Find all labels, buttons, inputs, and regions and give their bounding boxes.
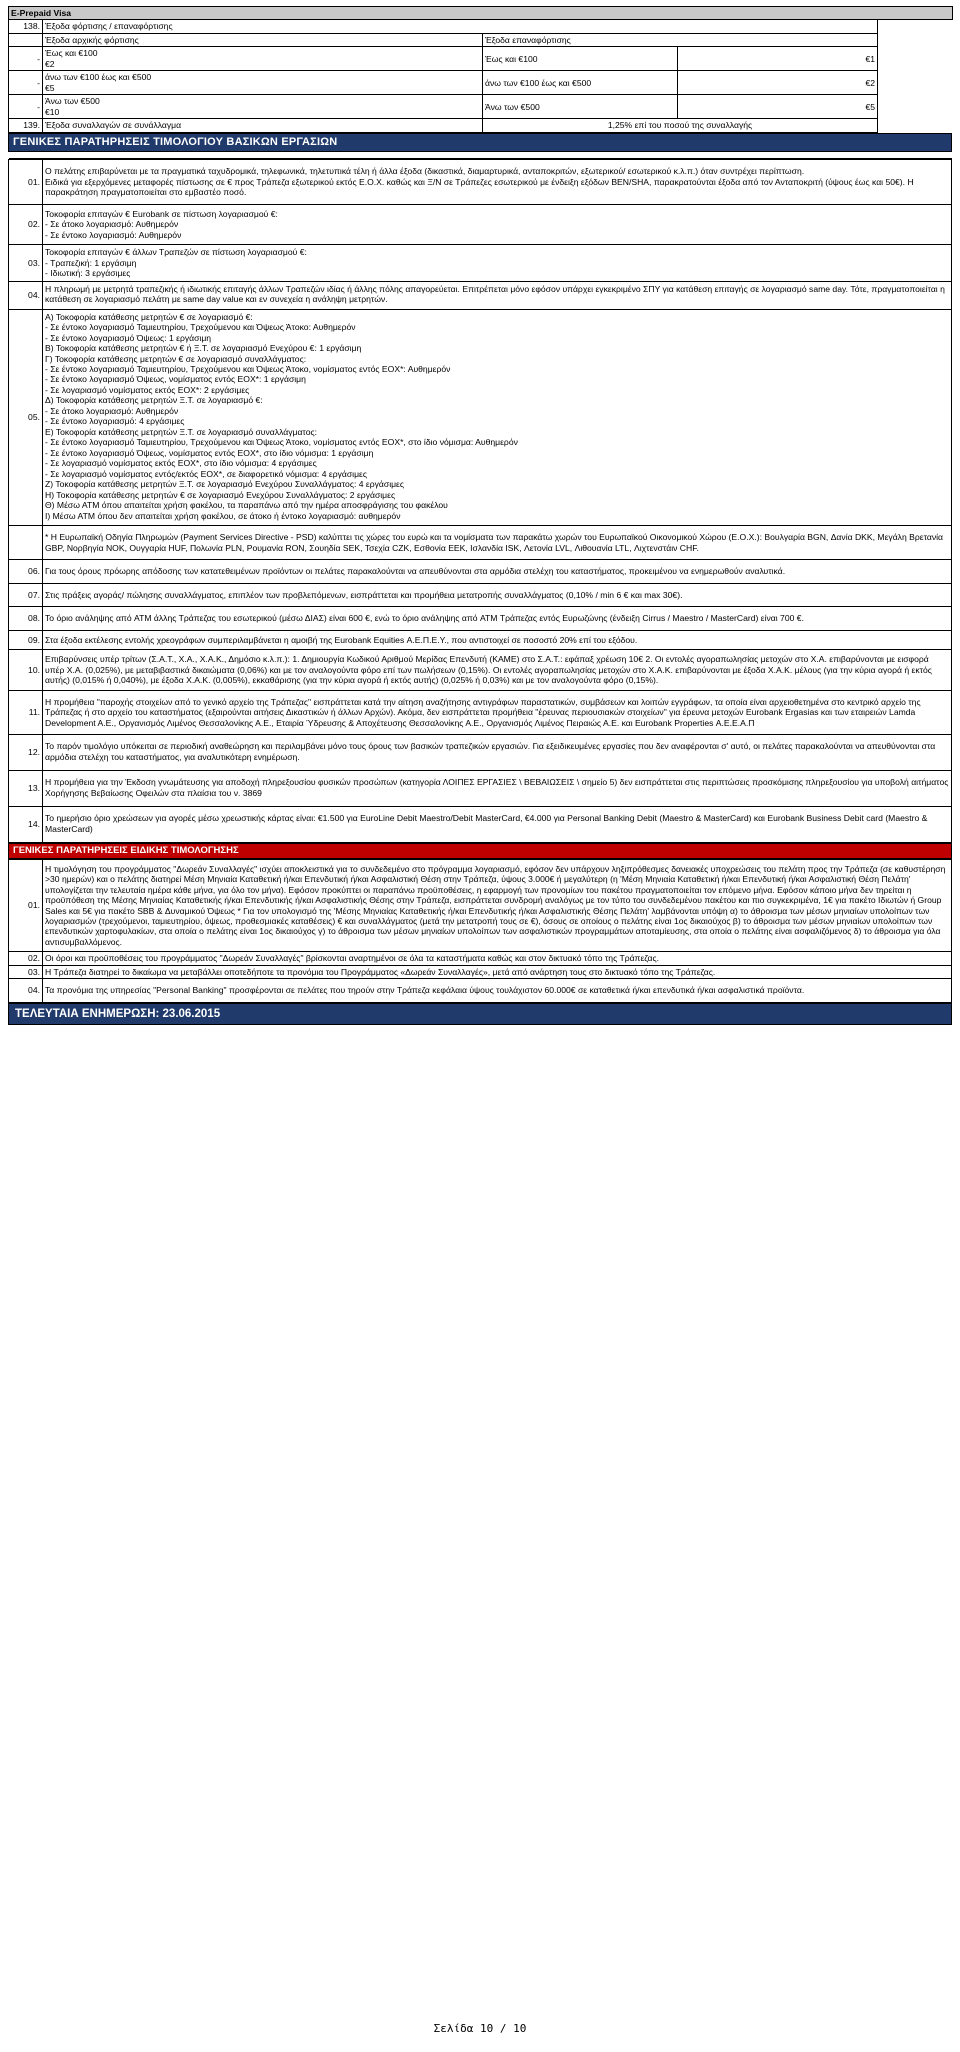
tier-reload: Άνω των €500 — [483, 95, 678, 119]
remark-line: Η προμήθεια "παροχής στοιχείων από το γενικό αρχείο της Τράπεζας" εισπράττεται κατά την αίτηση αναζήτησης αντιγράφων παραστατικών, συμβάσεων και λοιπών εγγράφων, τα οποία είναι αρχειοθετημένα στο κεντρικό αρχείο της Τράπεζας ή στο αρχείο του καταστήματος (εξαιρούνται αιτήσεις Δικαστικών ή άλλων Αρχών). Ακόμα, δεν εισπράττεται προμήθεια "έρευνας περιουσιακών στοιχείων" για έρευνα μετοχών Eurobank Ergasias και των εταιρειών Lamda Development A.E., Οργανισμός Λιμένος Θεσσαλονίκης Α.Ε., Εταιρία Ύδρευσης & Αποχέτευσης Θεσσαλονίκης Α.Ε., Οργανισμός Λιμένος Πειραιώς Α.Ε. και Eurobank Properties Α.Ε.Ε.Α.Π — [45, 696, 923, 728]
remark-line: * Η Ευρωπαϊκή Οδηγία Πληρωμών (Payment Services Directive - PSD) καλύπτει τις χώρες του ευρώ και τα νομίσματα των παρακάτω χωρών του Ευρωπαϊκού Οικονομικού Χώρου (Ε.Ο.Χ.): Βουλγαρία BGN, Δανία DKK, Μεγάλη Βρετανία GBP, Νορβηγία NOK, Ουγγαρία HUF, Πολωνία PLN, Ρουμανία RON, Σουηδία SEK, Τσεχία CZK, Εσθονία EEK, Ισλανδία ISK, Λετονία LVL, Λιθουανία LTL, Λιχτενστάιν CHF. — [45, 532, 946, 553]
tier-initial: Άνω των €500 €10 — [43, 95, 483, 119]
remark-line: Η πληρωμή με μετρητά τραπεζικής ή ιδιωτικής επιταγής άλλων Τραπεζών ιδίας ή άλλης πόλης απαγορεύεται. Επιτρέπεται μόνο εφόσον υπάρχει εγκεκριμένο ΣΠΥ για κατάθεση επιταγής σε λογαριασμό same day. Τότε, πραγματοποιείται η κατάθεση σε λογαριασμό πελάτη με same day value και εν συνεχεία η ανάληψη μετρητών. — [45, 283, 948, 305]
remark-number: 01. — [9, 859, 43, 952]
remark-line: Οι όροι και προϋποθέσεις του προγράμματος "Δωρεάν Συναλλαγές" βρίσκονται αναρτημένοι σε όλα τα καταστήματα καθώς και στον δικτυακό τόπο της Τράπεζας. — [45, 953, 660, 964]
remark-number: 02. — [9, 952, 43, 965]
last-update: ΤΕΛΕΥΤΑΙΑ ΕΝΗΜΕΡΩΣΗ: 23.06.2015 — [9, 1003, 952, 1024]
remark-line: Το παρόν τιμολόγιο υπόκειται σε περιοδική αναθεώρηση και περιλαμβάνει μόνο τους όρους των βασικών τραπεζικών εργασιών. Για εξειδικευμένες εργασίες που δεν αναφέρονται σ' αυτό, οι πελάτες παρακαλούνται να απευθύνονται στα αρμόδια στελέχη του καταστήματος, για αναλυτικότερη ενημέρωση. — [45, 741, 938, 762]
tier-initial: Έως και €100 €2 — [43, 47, 483, 71]
remark-line: - Σε έντοκο λογαριασμό Όψεως: 1 εργάσιμη — [45, 332, 212, 343]
remark-line: Θ) Μέσω ΑΤΜ όπου απαιτείται χρήση φακέλου, τα παραπάνω από την ημέρα αποσφράγισης του φακέλου — [45, 500, 448, 511]
tier-reload: άνω των €100 έως και €500 — [483, 71, 678, 95]
tier-reload-fee: €2 — [678, 71, 878, 95]
remark-row — [9, 690, 952, 734]
remark-line: Η Τράπεζα διατηρεί το δικαίωμα να μεταβάλλει οποτεδήποτε τα προνόμια του Προγράμματος «Δωρεάν Συναλλαγές», μετά από ανάρτηση τους στο δικτυακό τόπο της Τράπεζας. — [45, 966, 716, 977]
remark-line: Το ημερήσιο όριο χρεώσεων για αγορές μέσω χρεωστικής κάρτας είναι: €1.500 για EuroLine Debit Maestro/Debit MasterCard, €4.000 για Personal Banking Debit (Maestro & MasterCard) και Eurobank Business Debit card (Maestro & MasterCard) — [45, 813, 930, 834]
remark-line: Για τους όρους πρόωρης απόδοσης των κατατεθειμένων προϊόντων οι πελάτες παρακαλούνται να απευθύνονται στα αρμόδια στελέχη του καταστήματος, προκειμένου να ενημερωθούν αναλυτικά. — [45, 566, 786, 577]
remark-text — [43, 245, 952, 281]
remark-line: Ι) Μέσω ΑΤΜ όπου δεν απαιτείται χρήση φακέλου, σε άτοκο ή έντοκο λογαριασμό: αυθημερόν — [45, 510, 401, 521]
remark-line: - Σε έντοκο λογαριασμό Ταμιευτηρίου, Τρεχούμενου και Όψεως Άτοκο, νομίσματος εντός ΕΟΧ*: Αυθημερόν — [45, 364, 451, 374]
page-number: Σελίδα 10 / 10 — [433, 2022, 527, 2035]
col-head-initial: Έξοδα αρχικής φόρτισης — [43, 33, 483, 46]
remark-number: 06. — [9, 560, 43, 583]
remark-text — [43, 607, 952, 630]
remark-text — [43, 859, 952, 952]
section-header: E-Prepaid Visa — [9, 7, 953, 20]
last-update-table — [8, 1003, 952, 1025]
remark-number: 08. — [9, 607, 43, 630]
remark-row — [9, 204, 952, 244]
remark-line: - Σε έντοκο λογαριασμό: Αυθημερόν — [45, 229, 182, 240]
remark-text — [43, 952, 952, 965]
remark-line: Στις πράξεις αγοράς/ πώλησης συναλλάγματος, επιπλέον των προβλεπόμενων, εισπράττεται και προμήθεια μετατροπής συναλλάγματος (0,10% / min 6 € και max 30€). — [45, 589, 683, 600]
remark-row — [9, 281, 952, 309]
remark-line: - Τραπεζική: 1 εργάσιμη — [45, 257, 137, 268]
fee-table: E-Prepaid Visa 138. Έξοδα φόρτισης / επαναφόρτισης Έξοδα αρχικής φόρτισης Έξοδα επαναφόρτισης - Έως και €100 €2 Έως και €100 €1 - άνω των €100 έως και €500 €5 άνω των €100 έως και €500 €2 - Άνω των €500 €10 Άνω των €500 €5 139. Έξοδα συναλλαγών σε συνάλλαγμα 1,25% επί του ποσού της συναλλαγής — [8, 6, 953, 133]
remark-row — [9, 735, 952, 771]
remark-line: Η τιμολόγηση του προγράμματος "Δωρεάν Συναλλαγές" ισχύει αποκλειστικά για το συνδεδεμένο στο πρόγραμμα λογαριασμό, εφόσον δεν υπάρχουν ληξιπρόθεσμες δανειακές υποχρεώσεις του πελάτη προς την Τράπεζα (σε καθυστέρηση >30 ημερών) και ο πελάτης διατηρεί Μέση Μηνιαία Καταθετική ή/και Επενδυτική ή/και Ασφαλιστική Θέση στην Τράπεζα, ύψους 3.000€ ή μεγαλύτερη (η 'Μέση Μηνιαία Καταθετική ή/και Επενδυτική ή/και Ασφαλιστική Θέση Πελάτη' υπολογίζεται την τελευταία ημέρα κάθε μήνα, για όλο τον μήνα). Εφόσον προκύπτει οι παραπάνω προϋποθέσεις, η εφαρμογή των προνομίων του πακέτου πραγματοποιείται τον επόμενο μήνα. Εφόσον κάποιο μήνα δεν τηρείται η προϋπόθεση της Μέσης Μηνιαίας Καταθετικής ή/και Επενδυτικής ή/και Ασφαλιστικής Θέσης στην Τράπεζα, εισπράττεται συνδρομή αναλόγως με τον τύπο του συνδεδεμένου πακέτου και πιο συγκεκριμένα, 1€ για πακέτο Ιδιωτών ή Group Sales και 5€ για πακέτο SBB & Δυναμικού Όψεως * Για τον υπολογισμό της 'Μέσης Μηνιαίας Καταθετικής ή/και Επενδυτικής ή/και Ασφαλιστικής Θέσης Πελάτη' λαμβάνονται υπόψη α) το άθροισμα των μέσων μηνιαίων υπολοίπων των λογαριασμών (τρεχούμενοι, ταμιευτηρίου, όψεως, προθεσμιακές καταθέσεις) € και συναλλάγματος (μετά την μετατροπή τους σε €), όσους σε οποίους ο πελάτης είναι 1ος δικαιούχος β) το άθροισμα των μέσων μηνιαίων υπολοίπων των επενδυτικών χαρτοφυλακίων, στα οποία ο πελάτης είναι 1ος δικαιούχος γ) το άθροισμα των μέσων μηνιαίων υπολοίπων των ασφαλιστικών προγραμμάτων αποταμίευσης, στα οποία ο πελάτης είναι ασφαλιζόμενος δ) το άθροισμα για όλα αντισυμβαλλόμενος. — [45, 863, 948, 947]
remark-line: - Σε άτοκο λογαριασμό: Αυθημερόν — [45, 405, 179, 416]
remark-line: - Σε έντοκο λογαριασμό Όψεως, νομίσματος εντός ΕΟΧ*: 1 εργάσιμη — [45, 374, 306, 385]
document-sheet — [8, 6, 952, 1025]
remark-line: Στα έξοδα εκτέλεσης εντολής χρεογράφων συμπεριλαμβάνεται η αμοιβή της Eurobank Equities Α.Ε.Π.Ε.Υ., που αντιστοιχεί σε ποσοστό 20% επί του εξόδου. — [45, 634, 638, 645]
remark-line: Επιβαρύνσεις υπέρ τρίτων (Σ.Α.Τ., Χ.Α., Χ.Α.Κ., Δημόσιο κ.λ.π.): 1. Δημιουργία Κωδικού Αριθμού Μερίδας Επενδυτή (ΚΑΜΕ) στο Σ.Α.Τ.: εφάπαξ χρέωση 10€ 2. Οι εντολές αγοραπωλησίας μετοχών στο Χ.Α. επιβαρύνονται με εισφορά υπέρ Χ.Α. (0,025%), με μεταβιβαστικά δικαιώματα (0,06%) και με τον αναλογούντα φόρο επί των πωλήσεων (0,15%). Οι εντολές αγοραπωλησίας μετοχών στο Χ.Α.Κ. επιβαρύνονται με έξοδα Χ.Α.Κ. μέλους (για την κύρια αγορά ή εκτός αυτής) (0,015% ή 0,040%), με έξοδα Χ.Α.Κ. (0,005%), εκκαθάρισης (για την κύρια αγορά ή εκτός αυτής) (0,025% ή 0,03%) και με τον αναλογούντα φόρο (0,15%). — [45, 654, 935, 686]
remark-line: - Σε λογαριασμό νομίσματος εκτός ΕΟΧ*: 2 εργάσιμες — [45, 384, 250, 395]
remark-text — [43, 630, 952, 649]
tier-reload-fee: €1 — [678, 47, 878, 71]
remark-row — [9, 807, 952, 843]
remark-number: 03. — [9, 965, 43, 978]
remark-line: Ειδικά για εξερχόμενες μεταφορές πίστωσης σε € προς Τράπεζα εξωτερικού εκτός Ε.Ο.Χ. καθώς και Ξ/Ν σε Τράπεζες εσωτερικού με ένδειξη εξόδων BEN/SHA, παρακρατούνται έξοδα από τον Ανταποκριτή (ύψους έως και 50€). Η παρακράτηση πραγματοποιείται στο εμβαστέο ποσό. — [45, 176, 917, 198]
special-remarks-table — [8, 843, 952, 859]
remark-number: 03. — [9, 245, 43, 281]
tier-initial: άνω των €100 έως και €500 €5 — [43, 71, 483, 95]
fx-fee: 1,25% επί του ποσού της συναλλαγής — [483, 119, 878, 132]
remark-line: - Σε έντοκο λογαριασμό Όψεως, νομίσματος εντός ΕΟΧ*, στο ίδιο νόμισμα: 1 εργάσιμη — [45, 447, 374, 458]
remark-line: - Σε άτοκο λογαριασμό: Αυθημερόν — [45, 219, 179, 230]
remark-row — [9, 526, 952, 560]
tier-reload: Έως και €100 — [483, 47, 678, 71]
remark-line: Α) Τοκοφορία κατάθεσης μετρητών € σε λογαριασμό €: — [45, 311, 253, 322]
remark-line: Τοκοφορία επιταγών € άλλων Τραπεζών σε πίστωση λογαριασμού €: — [45, 247, 307, 258]
remark-line: Β) Τοκοφορία κατάθεσης μετρητών € ή Ξ.Τ. σε λογαριασμό Ενεχύρου €: 1 εργάσιμη — [45, 343, 362, 354]
remark-row — [9, 560, 952, 583]
remark-line: - Σε έντοκο λογαριασμό Ταμιευτηρίου, Τρεχούμενου και Όψεως Άτοκο, νομίσματος εντός ΕΟΧ*, στο ίδιο νόμισμα: Αυθημερόν — [45, 437, 518, 448]
remark-row — [9, 309, 952, 526]
remark-line: Η προμήθεια για την Έκδοση γνωμάτευσης για αποδοχή πληρεξουσίου φυσικών προσώπων (κατηγορία ΛΟΙΠΕΣ ΕΡΓΑΣΙΕΣ \ ΒΕΒΑΙΩΣΕΙΣ \ σημείο 5) δεν εισπράττεται στις περιπτώσεις προσκόμισης πληρεξουσίου για υποβολή αιτήματος Χορήγησης Βεβαίωσης Οφειλών στα πλαίσια του ν. 3869 — [45, 777, 951, 798]
remark-line: Ε) Τοκοφορία κατάθεσης μετρητών Ξ.Τ. σε λογαριασμό συναλλάγματος: — [45, 426, 317, 437]
remark-number: 07. — [9, 583, 43, 606]
remark-line: Τοκοφορία επιταγών € Eurobank σε πίστωση λογαριασμού €: — [45, 208, 278, 219]
special-remarks-title: ΓΕΝΙΚΕΣ ΠΑΡΑΤΗΡΗΣΕΙΣ ΕΙΔΙΚΗΣ ΤΙΜΟΛΟΓΗΣΗΣ — [9, 843, 952, 858]
remark-line: - Σε έντοκο λογαριασμό: 4 εργάσιμες — [45, 416, 185, 427]
general-remarks-list — [8, 159, 952, 843]
remark-row — [9, 607, 952, 630]
general-remarks-table — [8, 133, 952, 159]
remark-row — [9, 650, 952, 690]
remark-row — [9, 979, 952, 1002]
row-label: Έξοδα συναλλαγών σε συνάλλαγμα — [43, 119, 483, 132]
remark-text — [43, 979, 952, 1002]
remark-text — [43, 650, 952, 690]
remark-text — [43, 771, 952, 807]
remark-text — [43, 965, 952, 978]
remark-line: Το όριο ανάληψης από ATM άλλης Τράπεζας του εσωτερικού (μέσω ΔΙΑΣ) είναι 600 €, ενώ το όριο ανάληψης από ATM Τράπεζας εντός Ευρωζώνης (ένδειξη Cirrus / Maestro / MasterCard) είναι 700 €. — [45, 613, 804, 624]
remark-text — [43, 807, 952, 843]
remark-line: - Σε έντοκο λογαριασμό Ταμιευτηρίου, Τρεχούμενου και Όψεως Άτοκο: Αυθημερόν — [45, 322, 356, 333]
remark-number: 14. — [9, 807, 43, 843]
remark-text — [43, 160, 952, 204]
tier-reload-fee: €5 — [678, 95, 878, 119]
remark-number: 13. — [9, 771, 43, 807]
remark-line: Ζ) Τοκοφορία κατάθεσης μετρητών Ξ.Τ. σε λογαριασμό Ενεχύρου Συναλλάγματος: 4 εργάσιμες — [45, 479, 405, 490]
remark-line: - Σε λογαριασμό νομίσματος εντός/εκτός ΕΟΧ*, σε διαφορετικό νόμισμα: 4 εργάσιμες — [45, 468, 367, 479]
remark-line: - Σε λογαριασμό νομίσματος εκτός ΕΟΧ*, στο ίδιο νόμισμα: 4 εργάσιμες — [45, 458, 317, 469]
remark-text — [43, 281, 952, 309]
remark-row — [9, 630, 952, 649]
remark-row — [9, 160, 952, 204]
remark-row — [9, 771, 952, 807]
remark-number — [9, 526, 43, 560]
remark-text — [43, 204, 952, 244]
remark-line: Γ) Τοκοφορία κατάθεσης μετρητών € σε λογαριασμό συναλλάγματος: — [45, 353, 307, 364]
row-number: 138. — [9, 20, 43, 33]
remark-text — [43, 735, 952, 771]
remark-number: 05. — [9, 309, 43, 526]
remark-number: 02. — [9, 204, 43, 244]
remark-line: Ο πελάτης επιβαρύνεται με τα πραγματικά ταχυδρομικά, τηλεφωνικά, τηλετυπικά τέλη ή άλλα έξοδα (δικαστικά, διαμαρτυρικά, ανταποκριτών, εξωτερικού/ εσωτερικού κ.λ.π.) όταν συντρέχει περίπτωση. — [45, 166, 805, 177]
remark-line: - Ιδιωτική: 3 εργάσιμες — [45, 268, 131, 279]
row-label: Έξοδα φόρτισης / επαναφόρτισης — [43, 20, 878, 33]
remark-number: 10. — [9, 650, 43, 690]
remark-line: Δ) Τοκοφορία κατάθεσης μετρητών Ξ.Τ. σε λογαριασμό €: — [45, 395, 263, 406]
remark-line: Η) Τοκοφορία κατάθεσης μετρητών € σε λογαριασμό Ενεχύρου Συναλλάγματος: 2 εργάσιμες — [45, 489, 396, 500]
remark-text — [43, 583, 952, 606]
remark-row — [9, 583, 952, 606]
remark-row — [9, 859, 952, 952]
remark-row — [9, 245, 952, 281]
remark-line: Τα προνόμια της υπηρεσίας "Personal Banking" προσφέρονται σε πελάτες που τηρούν στην Τράπεζα κεφάλαια ύψους τουλάχιστον 60.000€ σε καταθετικά ή/και επενδυτικά ή/και ασφαλιστικά προϊόντα. — [45, 985, 805, 996]
remark-text — [43, 560, 952, 583]
remark-number: 09. — [9, 630, 43, 649]
col-head-reload: Έξοδα επαναφόρτισης — [483, 33, 878, 46]
remark-text — [43, 526, 952, 560]
remark-text — [43, 690, 952, 734]
remark-text — [43, 309, 952, 526]
special-remarks-list — [8, 859, 952, 1003]
row-number: 139. — [9, 119, 43, 132]
remark-row — [9, 965, 952, 978]
remark-number: 04. — [9, 281, 43, 309]
remark-number: 12. — [9, 735, 43, 771]
remark-number: 11. — [9, 690, 43, 734]
remark-row — [9, 952, 952, 965]
remark-number: 04. — [9, 979, 43, 1002]
general-remarks-title: ΓΕΝΙΚΕΣ ΠΑΡΑΤΗΡΗΣΕΙΣ ΤΙΜΟΛΟΓΙΟΥ ΒΑΣΙΚΩΝ ΕΡΓΑΣΙΩΝ — [9, 133, 952, 151]
remark-number: 01. — [9, 160, 43, 204]
